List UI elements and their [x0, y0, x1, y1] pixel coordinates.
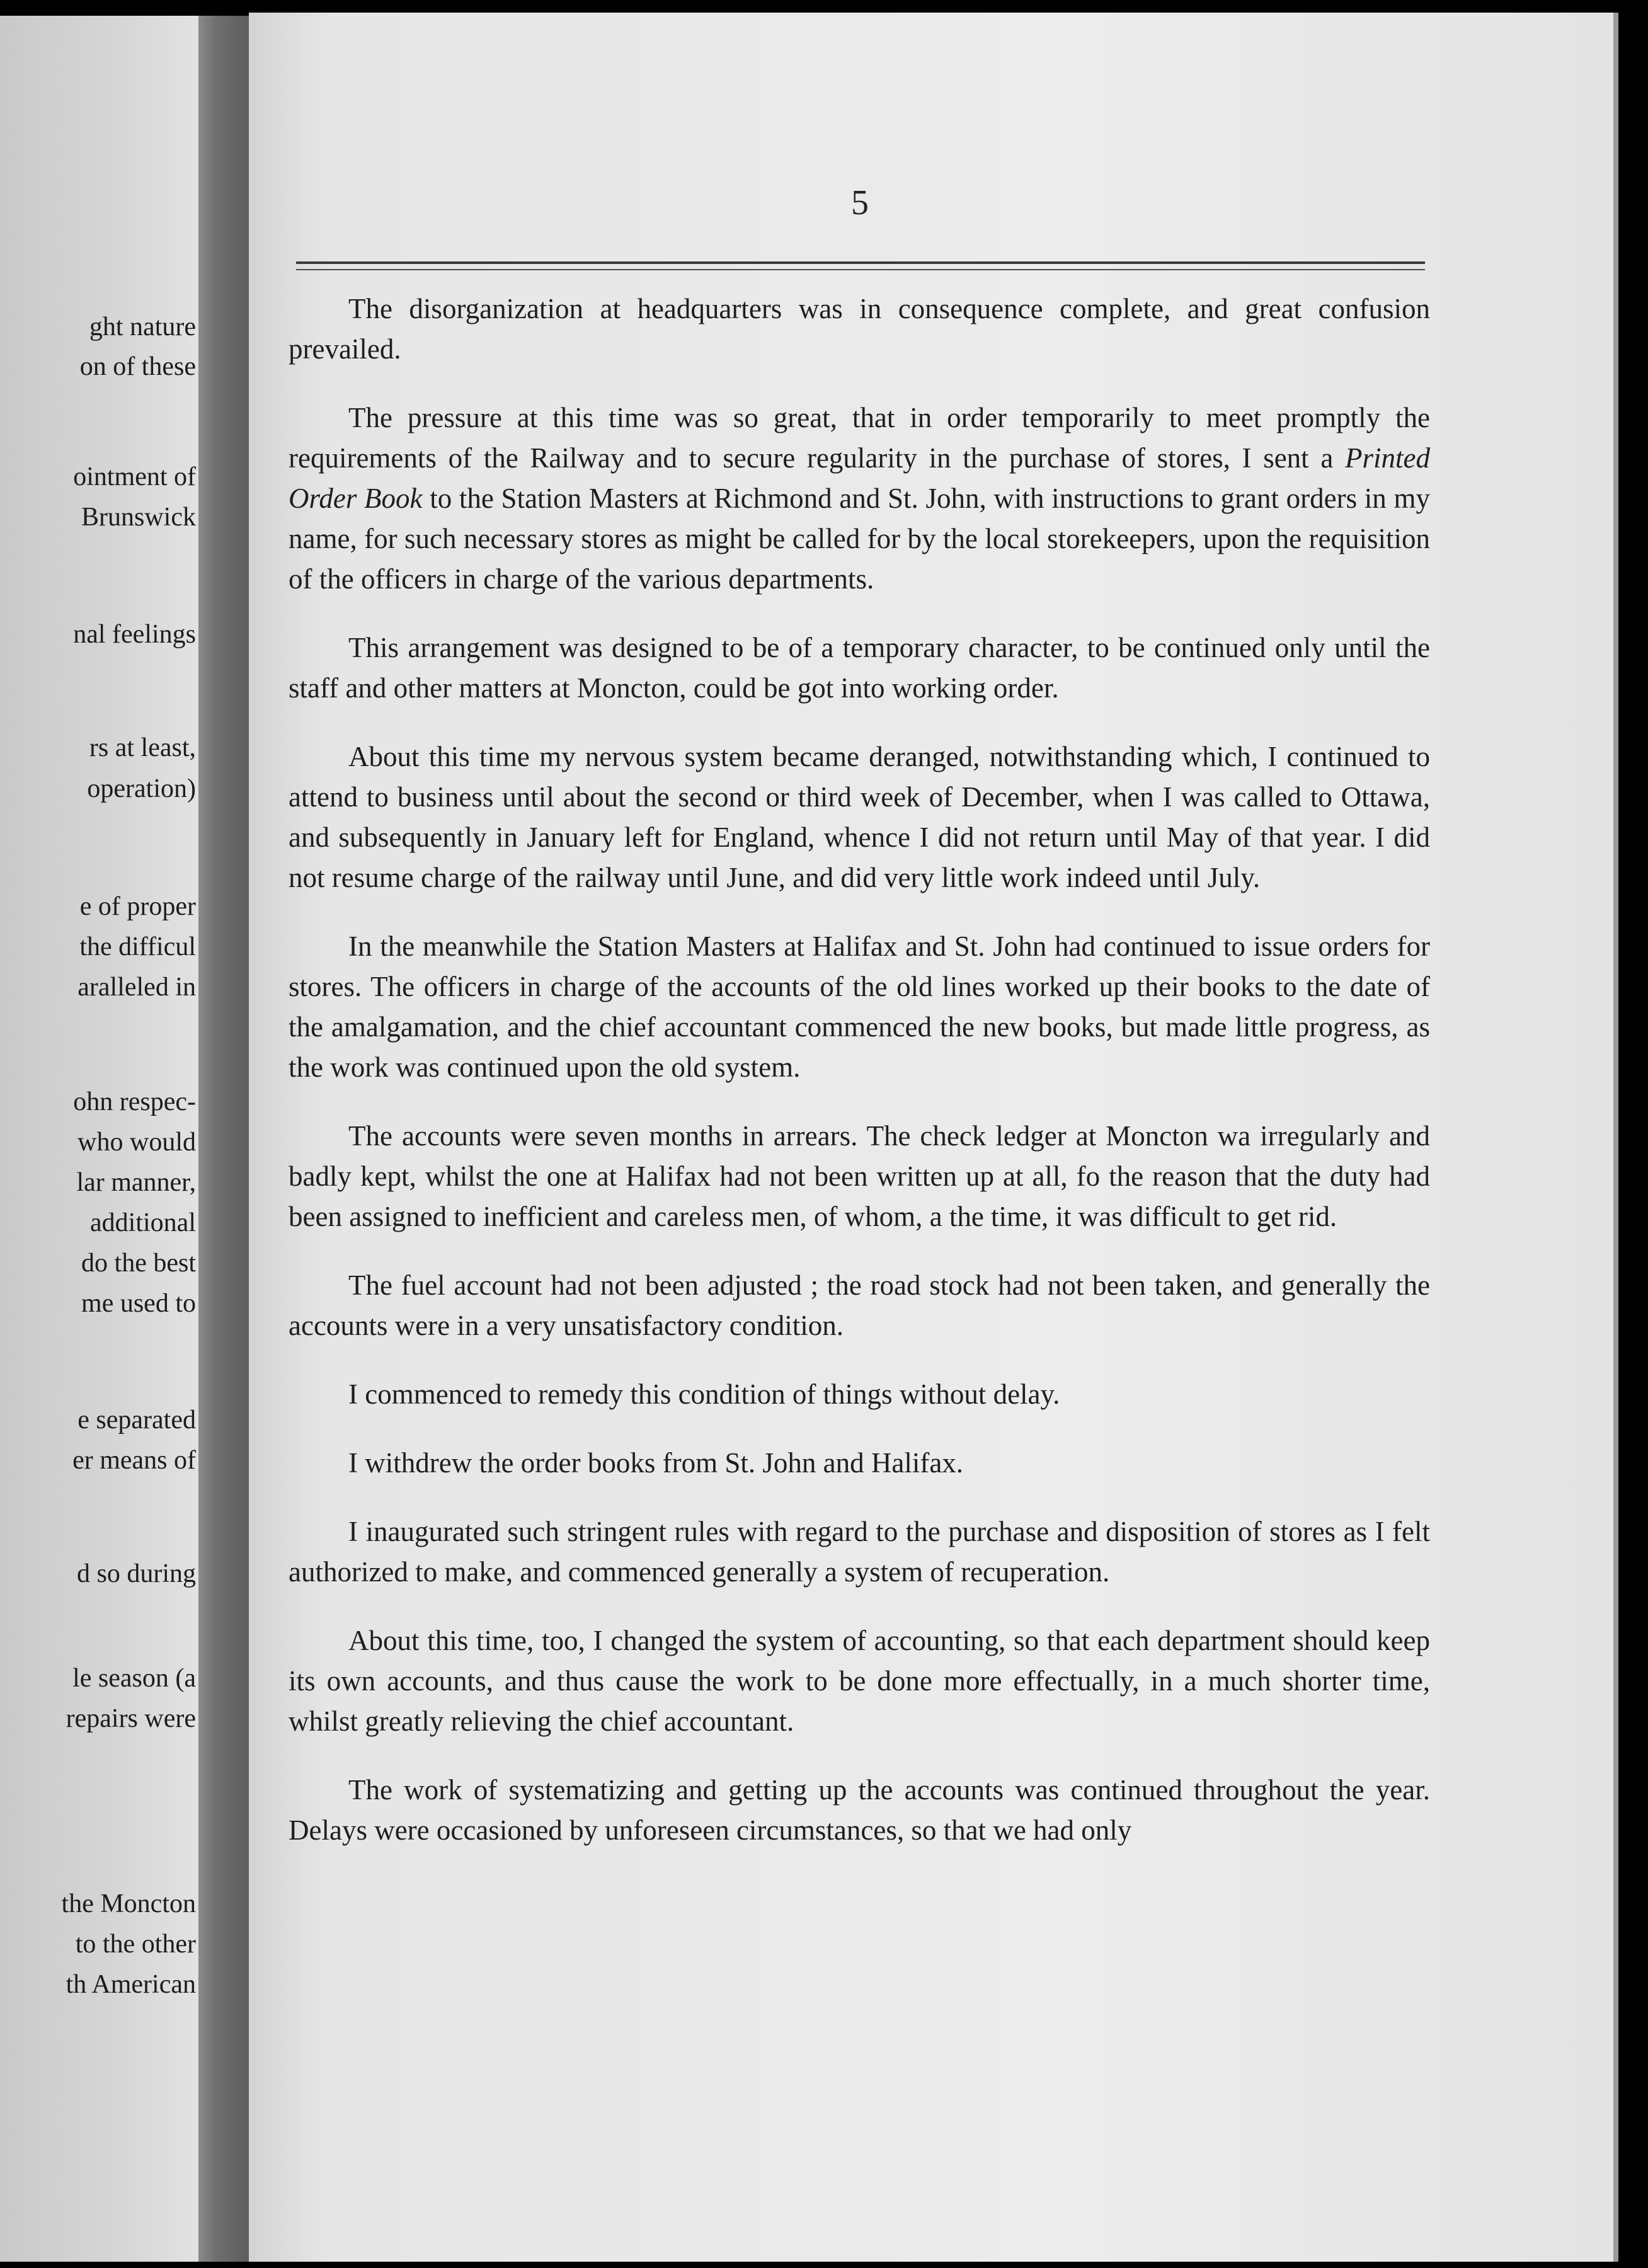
paragraph: I withdrew the order books from St. John and Halifax.	[348, 1447, 964, 1479]
paragraph	[289, 398, 1430, 599]
left-page-line: to the other	[75, 1930, 196, 1959]
paragraph-text: to the Station Masters at Richmond and St. John, with instructions to grant orders in my name, for such necessary stores as might be called for by the local storekeepers, upon the requisition of the officers in charge of the various departments.	[289, 483, 1430, 595]
left-page-line: do the best	[81, 1249, 196, 1278]
left-page-fragment	[0, 16, 198, 2262]
left-page-line: nal feelings	[73, 620, 196, 649]
paragraph: The fuel account had not been adjusted ; the road stock had not been taken, and generally the accounts were in a very unsatisfactory condition.	[289, 1269, 1430, 1341]
paragraph: The disorganization at headquarters was in consequence complete, and great confusion prevailed.	[289, 293, 1430, 365]
left-page-line: rs at least,	[89, 733, 196, 762]
left-page-line: th American	[66, 1970, 196, 1999]
page-number: 5	[851, 183, 869, 222]
left-page-line: Brunswick	[81, 503, 196, 532]
left-page-line: the Moncton	[61, 1889, 196, 1918]
paragraph: I inaugurated such stringent rules with regard to the purchase and disposition of stores as I felt authorized to make, and commenced generally a system of recuperation.	[289, 1516, 1430, 1588]
left-page-line: operation)	[87, 774, 196, 803]
paragraph: The work of systematizing and getting up the accounts was continued throughout the year. Delays were occasioned by unforeseen circumstances, so that we had only	[289, 1774, 1430, 1846]
left-page-line: ointment of	[73, 462, 196, 491]
paragraph: I commenced to remedy this condition of things without delay.	[348, 1378, 1060, 1410]
left-page-line: ght nature	[89, 312, 196, 341]
left-page-line: repairs were	[66, 1704, 196, 1733]
left-page-line: additional	[90, 1208, 196, 1237]
left-page-line: e of proper	[79, 892, 196, 921]
left-page-line: ohn respec-	[73, 1087, 196, 1116]
header-rule	[296, 269, 1425, 270]
book-gutter	[198, 16, 249, 2262]
paragraph-text: The pressure at this time was so great, that in order temporarily to meet promptly the requirements of the Railway and to secure regularity in the purchase of stores, I sent a	[289, 402, 1430, 474]
italic-title: Printed Order Book	[289, 442, 1431, 514]
paragraph: The accounts were seven months in arrears. The check ledger at Moncton wa irregularly and badly kept, whilst the one at Halifax had not been written up at all, fo the reason that the duty had been assigned to inefficient and careless men, of whom, a the time, it was difficult to get rid.	[289, 1120, 1430, 1232]
left-page-line: er means of	[72, 1446, 196, 1475]
page-edge	[1613, 13, 1618, 2262]
left-page-line: e separated	[77, 1406, 196, 1435]
paragraph: In the meanwhile the Station Masters at Halifax and St. John had continued to issue orders for stores. The officers in charge of the accounts of the old lines worked up their books to the date of the amalgamation, and the chief accountant commenced the new books, but made little progress, as the work was continued upon the old system.	[289, 931, 1430, 1083]
paragraph: About this time, too, I changed the system of accounting, so that each department should keep its own accounts, and thus cause the work to be done more effectually, in a much shorter time, whilst greatly relieving the chief accountant.	[289, 1625, 1430, 1737]
left-page-line: who would	[77, 1128, 196, 1157]
left-page-line: d so during	[77, 1559, 196, 1588]
paragraph: This arrangement was designed to be of a temporary character, to be continued only until the staff and other matters at Moncton, could be got into working order.	[289, 632, 1430, 704]
left-page-line: me used to	[81, 1289, 196, 1318]
left-page-line: on of these	[79, 352, 196, 381]
header-rule	[296, 261, 1425, 264]
left-page-line: le season (a	[72, 1664, 196, 1693]
left-page-line: the difficul	[79, 932, 196, 961]
left-page-line: lar manner,	[76, 1168, 196, 1197]
left-page-line: aralleled in	[77, 973, 196, 1002]
paragraph: About this time my nervous system became deranged, notwithstanding which, I continued to attend to business until about the second or third week of December, when I was called to Ottawa, and subsequently in January left for England, whence I did not return until May of that year. I did not resume charge of the railway until June, and did very little work indeed until July.	[289, 741, 1430, 893]
body-text	[289, 289, 1430, 1879]
